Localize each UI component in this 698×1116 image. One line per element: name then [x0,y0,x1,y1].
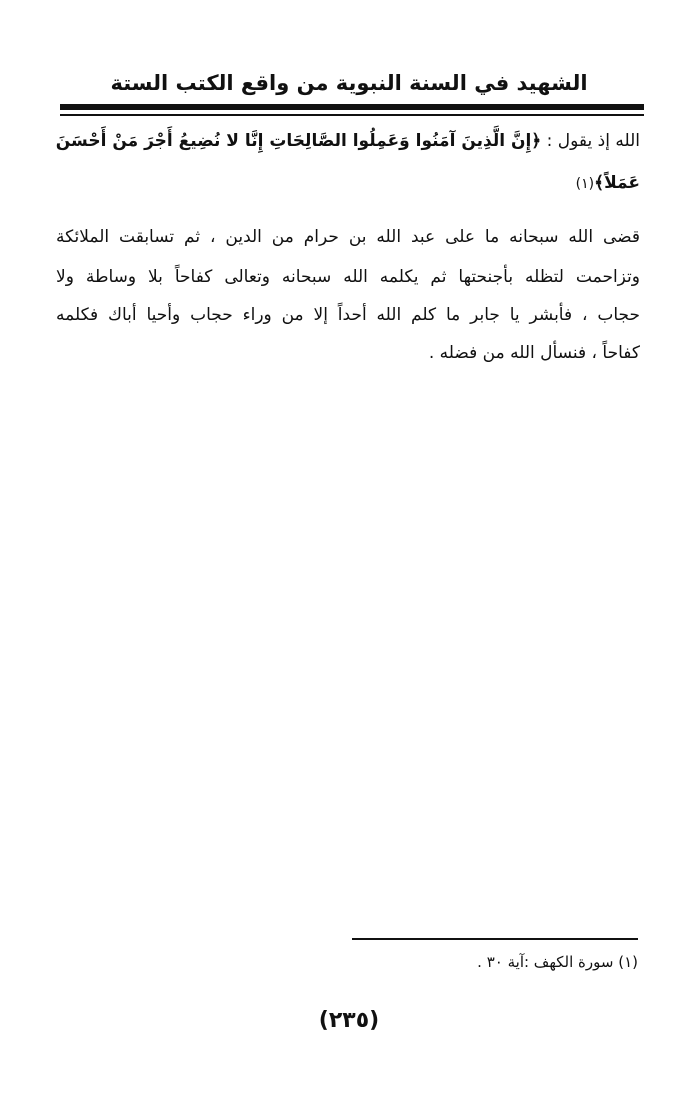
page-number: (٢٣٥) [318,1008,380,1033]
verse-line-2 [56,168,640,199]
paragraph-line-2: وتزاحمت لتظله بأجنحتها ثم يكلمه الله سبحانه وتعالى كفاحاً بلا وساطة ولا [56,267,640,287]
verse-intro-text: الله إذ يقول : [541,131,640,151]
header-rule-thin [60,114,644,116]
footnote-separator [352,938,638,940]
quran-verse-end: عَمَلاً﴾ [594,173,640,193]
footnote-reference: (١) [575,176,595,192]
paragraph-line-4: كفاحاً ، فنسأل الله من فضله . [428,343,640,363]
running-header-title: الشهيد في السنة النبوية من واقع الكتب الستة [110,71,588,95]
verse-line-1 [56,126,640,156]
paragraph-line-1: قضى الله سبحانه ما على عبد الله بن حرام من الدين ، ثم تسابقت الملائكة [56,227,640,247]
header-rule-thick [60,104,644,110]
paragraph-line-3: حجاب ، فأبشر يا جابر ما كلم الله أحداً إلا من وراء حجاب وأحيا أباك فكلمه [56,305,640,325]
quran-verse-text: ﴿إِنَّ الَّذِينَ آمَنُوا وَعَمِلُوا الصَّالِحَاتِ إِنَّا لا نُضِيعُ أَجْرَ مَنْ أَحْسَنَ [55,131,542,151]
footnote-1: (١) سورة الكهف :آية ٣٠ . [477,953,638,971]
